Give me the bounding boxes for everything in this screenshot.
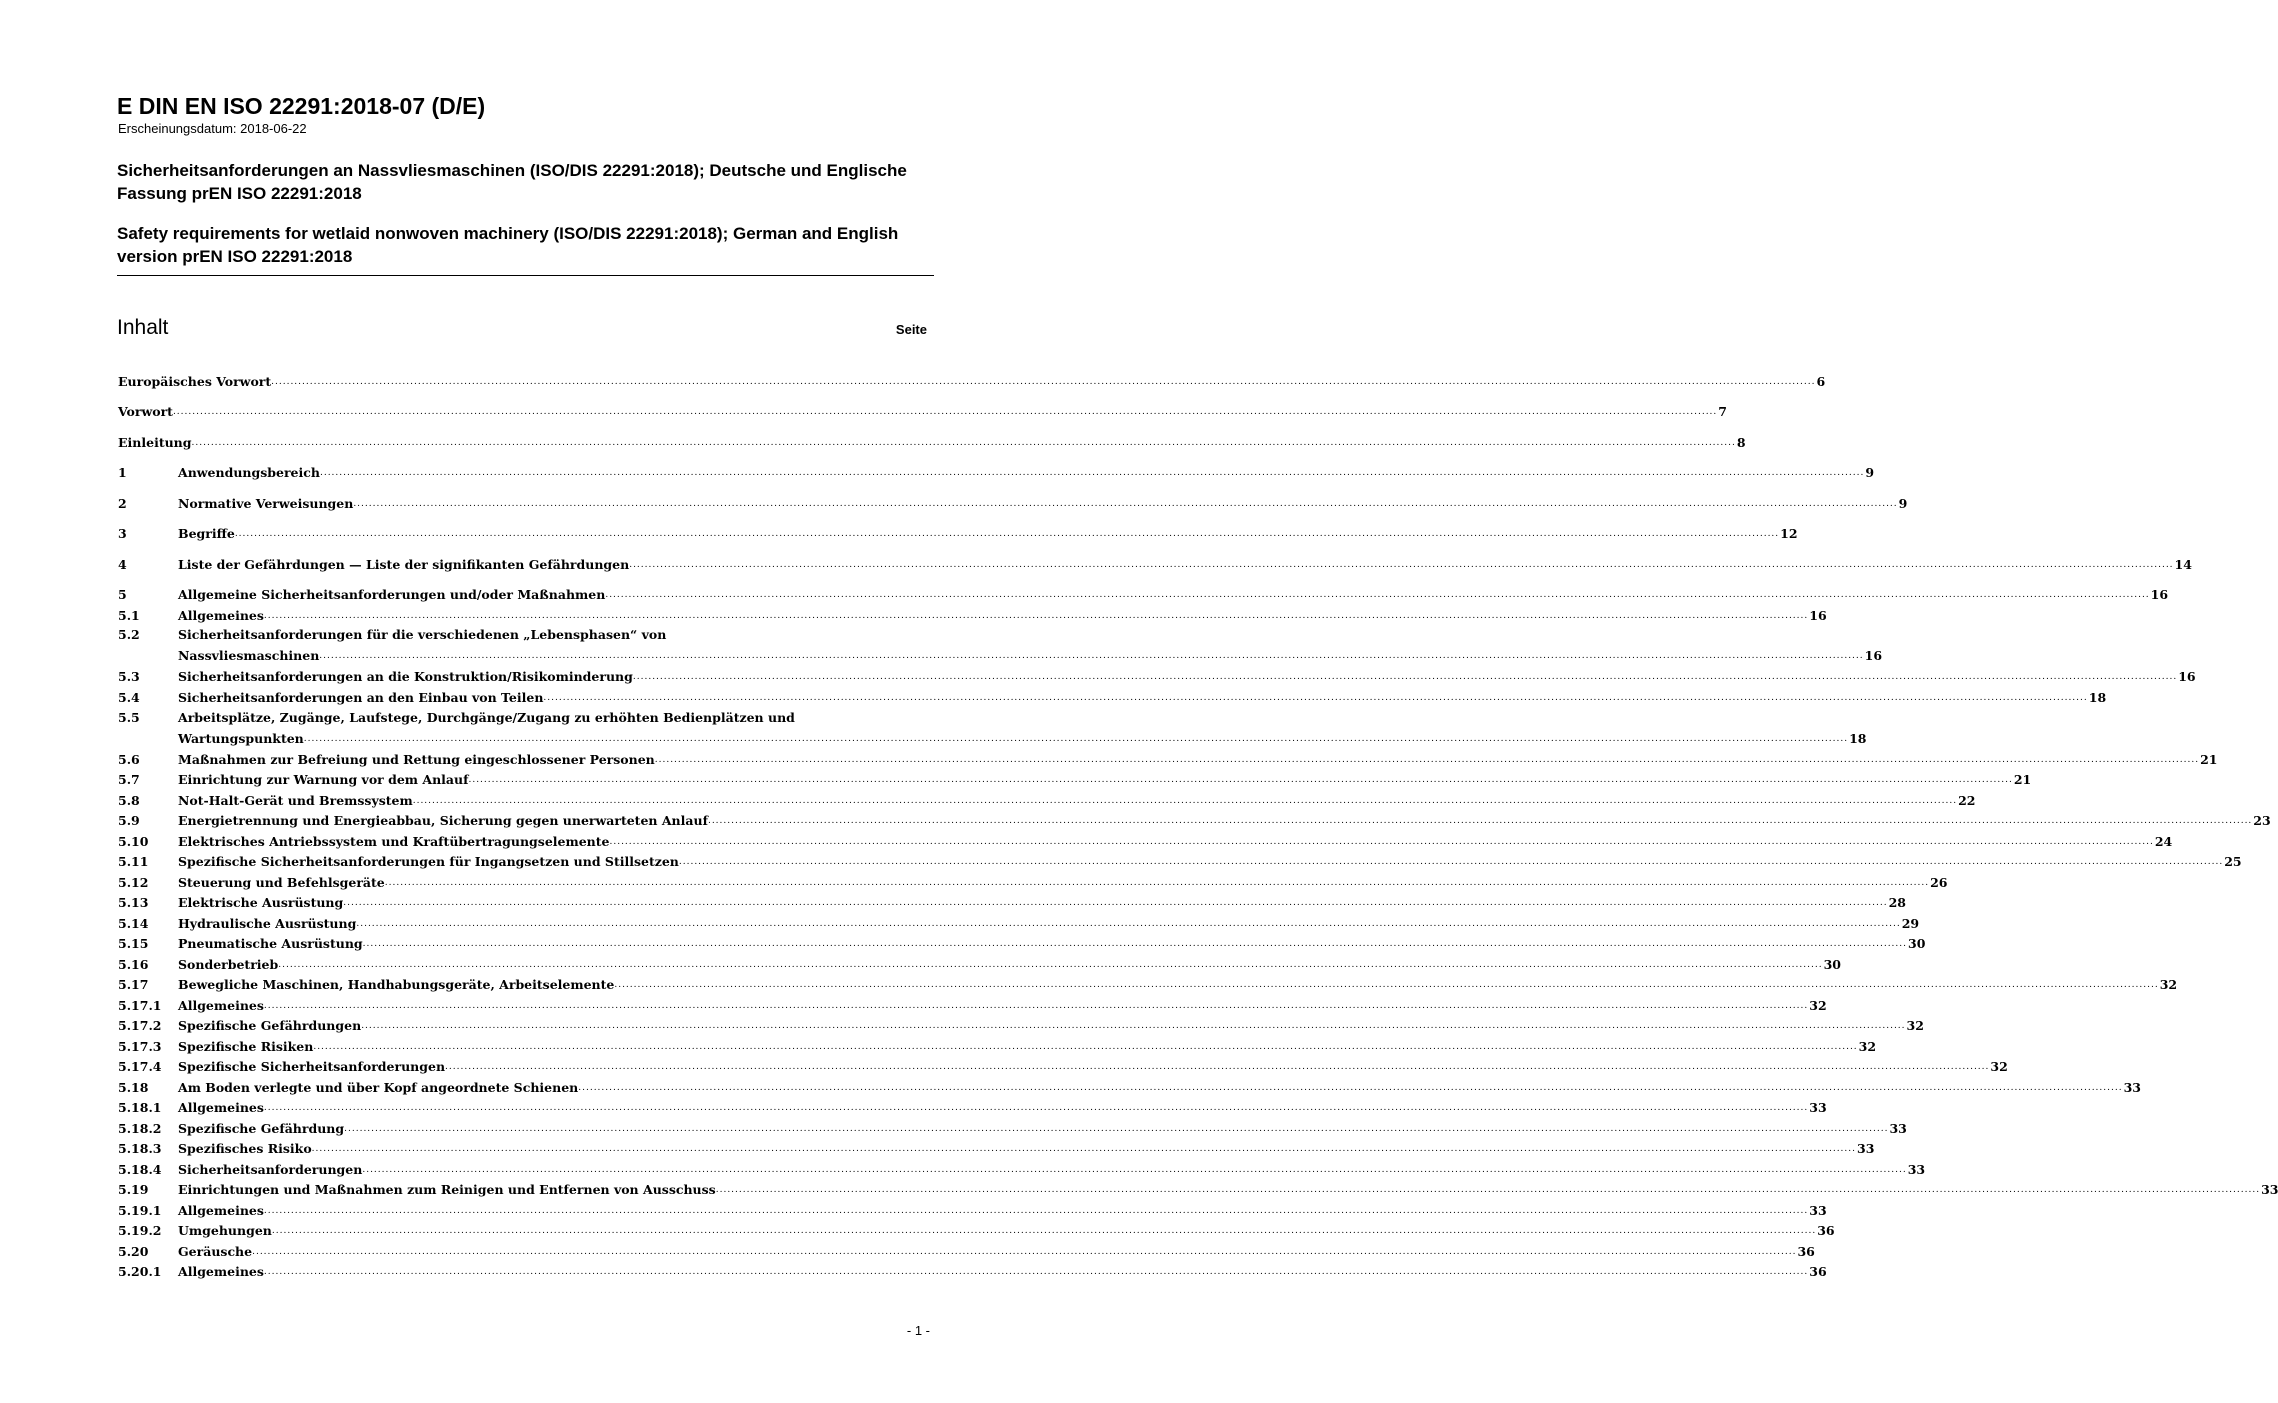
toc-entry-label: Allgemeine Sicherheitsanforderungen und/oder Maßnahmen: [178, 585, 605, 605]
document-header: [117, 92, 934, 268]
toc-entry-label: Hydraulische Ausrüstung: [178, 914, 356, 934]
publication-date: Erscheinungsdatum: 2018-06-22: [118, 121, 307, 136]
toc-entry-label: Not-Halt-Gerät und Bremssystem: [178, 791, 413, 811]
toc-entry-number: 5.19.2: [118, 1223, 162, 1238]
toc-entry-number: 5.16: [118, 957, 149, 972]
toc-entry-label-line1[interactable]: Sicherheitsanforderungen für die verschiedenen „Lebensphasen“ von: [178, 627, 667, 642]
toc-entry-number: 3: [118, 526, 127, 541]
toc-entry[interactable]: [118, 372, 1826, 392]
toc-leader-dots: ................................................................................................................................................................................................................................................................................................................................................................................................................: [384, 878, 1930, 888]
toc-leader-dots: ................................................................................................................................................................................................................................................................................................................................................................................................................: [311, 1144, 1856, 1154]
toc-leader-dots: ................................................................................................................................................................................................................................................................................................................................................................................................................: [271, 1226, 1817, 1236]
toc-entry-page: 33: [1889, 1121, 1907, 1136]
toc-entry-number: 5.20.1: [118, 1264, 162, 1279]
toc-entry[interactable]: [118, 1016, 1924, 1036]
page-number: - 1 -: [906, 1323, 930, 1338]
toc-entry-page: 29: [1901, 916, 1920, 931]
toc-entry[interactable]: [118, 1078, 2141, 1098]
toc-entry[interactable]: [118, 832, 2173, 852]
toc-entry[interactable]: [118, 1057, 2008, 1077]
toc-entry-page: 23: [2253, 813, 2271, 828]
document-id: E DIN EN ISO 22291:2018-07 (D/E): [117, 93, 486, 119]
title-german: Sicherheitsanforderungen an Nassvliesmaschinen (ISO/DIS 22291:2018); Deutsche und Englische Fassung prEN ISO 22291:2018: [117, 161, 907, 203]
toc-entry-label: Umgehungen: [178, 1221, 272, 1241]
toc-entry-page: 33: [1809, 1100, 1827, 1115]
toc-entry-number: 5.18.2: [118, 1121, 162, 1136]
toc-entry-page: 30: [1908, 936, 1926, 951]
toc-entry[interactable]: [118, 667, 2196, 687]
toc-leader-dots: ................................................................................................................................................................................................................................................................................................................................................................................................................: [344, 1124, 1889, 1134]
toc-entry-number: 5.18: [118, 1080, 149, 1095]
toc-entry-label: Einrichtung zur Warnung vor dem Anlauf: [178, 770, 468, 790]
toc-entry[interactable]: [118, 1262, 1827, 1282]
toc-entry-number: 5.5: [118, 710, 140, 725]
toc-entry-label: Sicherheitsanforderungen: [178, 1160, 362, 1180]
toc-leader-dots: ................................................................................................................................................................................................................................................................................................................................................................................................................: [654, 755, 2200, 765]
toc-entry[interactable]: [118, 646, 1883, 666]
toc-entry[interactable]: [118, 996, 1827, 1016]
toc-entry-page: 32: [2159, 977, 2178, 992]
toc-entry-label: Spezifische Gefährdung: [178, 1119, 344, 1139]
toc-leader-dots: ................................................................................................................................................................................................................................................................................................................................................................................................................: [614, 980, 2159, 990]
toc-entry-number: 5.10: [118, 834, 149, 849]
toc-entry-label: Anwendungsbereich: [178, 463, 320, 483]
toc-entry-label: Spezifisches Risiko: [178, 1139, 312, 1159]
toc-leader-dots: ................................................................................................................................................................................................................................................................................................................................................................................................................: [303, 734, 1849, 744]
toc-entry-number: 5.18.1: [118, 1100, 162, 1115]
toc-entry[interactable]: [118, 1180, 2278, 1200]
toc-entry-label: Spezifische Sicherheitsanforderungen: [178, 1057, 445, 1077]
toc-leader-dots: ................................................................................................................................................................................................................................................................................................................................................................................................................: [263, 1206, 1809, 1216]
toc-leader-dots: ................................................................................................................................................................................................................................................................................................................................................................................................................: [629, 560, 2174, 570]
toc-entry[interactable]: [118, 1201, 1827, 1221]
toc-entry-label: Wartungspunkten: [178, 729, 304, 749]
toc-entry-page: 21: [2200, 752, 2218, 767]
toc-entry-page: 33: [2261, 1182, 2278, 1197]
toc-entry-label: Begriffe: [178, 524, 235, 544]
toc-entry[interactable]: [118, 955, 1841, 975]
toc-entry-number: 5.7: [118, 772, 140, 787]
toc-entry-number: 5.4: [118, 690, 140, 705]
toc-leader-dots: ................................................................................................................................................................................................................................................................................................................................................................................................................: [319, 468, 1865, 478]
toc-leader-dots: ................................................................................................................................................................................................................................................................................................................................................................................................................: [543, 693, 2088, 703]
toc-entry-label: Geräusche: [178, 1242, 252, 1262]
toc-entry-page: 18: [2088, 690, 2107, 705]
toc-entry-label: Allgemeines: [178, 606, 264, 626]
toc-entry-number: 2: [118, 496, 127, 511]
toc-leader-dots: ................................................................................................................................................................................................................................................................................................................................................................................................................: [356, 919, 1901, 929]
toc-entry-page: 12: [1780, 526, 1798, 541]
toc-leader-dots: ................................................................................................................................................................................................................................................................................................................................................................................................................: [263, 611, 1809, 621]
toc-entry-number: 5.2: [118, 627, 140, 642]
toc-entry-page: 30: [1823, 957, 1841, 972]
toc-entry[interactable]: [118, 524, 1798, 544]
toc-entry-number: 5.19: [118, 1182, 149, 1197]
toc-entry-label-line1[interactable]: Arbeitsplätze, Zugänge, Laufstege, Durchgänge/Zugang zu erhöhten Bedienplätzen und: [178, 710, 795, 725]
toc-leader-dots: ................................................................................................................................................................................................................................................................................................................................................................................................................: [578, 1083, 2123, 1093]
toc-leader-dots: ................................................................................................................................................................................................................................................................................................................................................................................................................: [362, 1165, 1907, 1175]
toc-entry-label: Am Boden verlegte und über Kopf angeordnete Schienen: [178, 1078, 578, 1098]
toc-leader-dots: ................................................................................................................................................................................................................................................................................................................................................................................................................: [271, 377, 1816, 387]
toc-entry-number: 5: [118, 587, 127, 602]
toc-entry-page: 6: [1816, 374, 1826, 389]
toc-entry-label: Steuerung und Befehlsgeräte: [178, 873, 385, 893]
toc-entry-page: 9: [1898, 496, 1908, 511]
toc-entry[interactable]: [118, 975, 2178, 995]
toc-entry-page: 24: [2154, 834, 2173, 849]
toc-leader-dots: ................................................................................................................................................................................................................................................................................................................................................................................................................: [715, 1185, 2261, 1195]
toc-entry-page: 36: [1797, 1244, 1815, 1259]
toc-leader-dots: ................................................................................................................................................................................................................................................................................................................................................................................................................: [172, 407, 1718, 417]
toc-entry-page: 21: [2013, 772, 2032, 787]
toc-leader-dots: ................................................................................................................................................................................................................................................................................................................................................................................................................: [361, 1021, 1906, 1031]
toc-entry-page: 32: [1809, 998, 1827, 1013]
toc-entry-number: 5.14: [118, 916, 149, 931]
toc-entry[interactable]: [118, 1098, 1827, 1118]
toc-entry-label: Nassvliesmaschinen: [178, 646, 319, 666]
toc-entry-label: Allgemeines: [178, 996, 264, 1016]
toc-leader-dots: ................................................................................................................................................................................................................................................................................................................................................................................................................: [678, 857, 2224, 867]
toc-leader-dots: ................................................................................................................................................................................................................................................................................................................................................................................................................: [263, 1267, 1809, 1277]
toc-entry[interactable]: [118, 934, 1926, 954]
toc-entry-number: 5.11: [118, 854, 149, 869]
toc-entry-number: 5.17.1: [118, 998, 162, 1013]
toc-leader-dots: ................................................................................................................................................................................................................................................................................................................................................................................................................: [362, 939, 1907, 949]
toc-leader-dots: ................................................................................................................................................................................................................................................................................................................................................................................................................: [191, 438, 1736, 448]
toc-entry-page: 36: [1809, 1264, 1827, 1279]
toc-leader-dots: ................................................................................................................................................................................................................................................................................................................................................................................................................: [252, 1247, 1797, 1257]
toc-entry[interactable]: [118, 1242, 1815, 1262]
toc-entry-number: 5.18.3: [118, 1141, 162, 1156]
toc-entry-number: 5.17: [118, 977, 149, 992]
toc-leader-dots: ................................................................................................................................................................................................................................................................................................................................................................................................................: [468, 775, 2013, 785]
toc-entry-page: 18: [1849, 731, 1867, 746]
toc-entry-label: Einleitung: [118, 433, 192, 453]
toc-entry-label: Allgemeines: [178, 1262, 264, 1282]
toc-entry[interactable]: [118, 585, 2169, 605]
toc-entry-number: 5.17.4: [118, 1059, 162, 1074]
toc-entry-page: 16: [1809, 608, 1827, 623]
toc-entry-label: Sicherheitsanforderungen an den Einbau von Teilen: [178, 688, 543, 708]
toc-entry[interactable]: [118, 914, 1920, 934]
header-divider: [117, 275, 934, 276]
toc-leader-dots: ................................................................................................................................................................................................................................................................................................................................................................................................................: [353, 499, 1898, 509]
toc-entry-label: Elektrische Ausrüstung: [178, 893, 343, 913]
toc-entry-number: 5.12: [118, 875, 149, 890]
toc-entry-number: 5.3: [118, 669, 140, 684]
toc-leader-dots: ................................................................................................................................................................................................................................................................................................................................................................................................................: [234, 529, 1780, 539]
toc-entry[interactable]: [118, 433, 1746, 453]
toc-entry-label: Elektrisches Antriebssystem und Kraftübertragungselemente: [178, 832, 609, 852]
toc-leader-dots: ................................................................................................................................................................................................................................................................................................................................................................................................................: [707, 816, 2253, 826]
toc-entry-label: Sicherheitsanforderungen an die Konstruktion/Risikominderung: [178, 667, 633, 687]
toc-entry-page: 16: [2150, 587, 2169, 602]
toc-entry-label: Einrichtungen und Maßnahmen zum Reinigen und Entfernen von Ausschuss: [178, 1180, 716, 1200]
toc-entry-label: Sonderbetrieb: [178, 955, 278, 975]
toc-entry-page: 36: [1817, 1223, 1835, 1238]
toc-entry-number: 5.13: [118, 895, 149, 910]
toc-leader-dots: ................................................................................................................................................................................................................................................................................................................................................................................................................: [263, 1103, 1809, 1113]
toc-entry-number: 1: [118, 465, 127, 480]
toc-leader-dots: ................................................................................................................................................................................................................................................................................................................................................................................................................: [313, 1042, 1858, 1052]
toc-entry-label: Allgemeines: [178, 1098, 264, 1118]
toc-entry-label: Vorwort: [118, 402, 173, 422]
toc-entry-page: 33: [1907, 1162, 1926, 1177]
contents-heading: [117, 314, 927, 342]
toc-entry-number: 5.17.3: [118, 1039, 162, 1054]
toc-entry[interactable]: [118, 750, 2218, 770]
toc-leader-dots: ................................................................................................................................................................................................................................................................................................................................................................................................................: [343, 898, 1888, 908]
toc-entry-page: 7: [1718, 404, 1727, 419]
toc-leader-dots: ................................................................................................................................................................................................................................................................................................................................................................................................................: [278, 960, 1823, 970]
toc-leader-dots: ................................................................................................................................................................................................................................................................................................................................................................................................................: [412, 796, 1958, 806]
toc-entry-label: Bewegliche Maschinen, Handhabungsgeräte, Arbeitselemente: [178, 975, 614, 995]
toc-entry[interactable]: [118, 688, 2107, 708]
toc-entry-page: 22: [1958, 793, 1976, 808]
toc-entry[interactable]: [118, 873, 1948, 893]
toc-entry[interactable]: [118, 402, 1727, 422]
toc-entry-page: 33: [1857, 1141, 1875, 1156]
toc-entry[interactable]: [118, 729, 1867, 749]
toc-leader-dots: ................................................................................................................................................................................................................................................................................................................................................................................................................: [609, 837, 2154, 847]
toc-entry-page: 16: [1864, 648, 1883, 663]
toc-entry-page: 28: [1888, 895, 1907, 910]
toc-entry-label: Spezifische Gefährdungen: [178, 1016, 361, 1036]
toc-entry-label: Maßnahmen zur Befreiung und Rettung eingeschlossener Personen: [178, 750, 655, 770]
toc-entry-number: 5.8: [118, 793, 140, 808]
toc-leader-dots: ................................................................................................................................................................................................................................................................................................................................................................................................................: [445, 1062, 1990, 1072]
toc-entry-page: 14: [2174, 557, 2192, 572]
toc-entry-page: 33: [2123, 1080, 2141, 1095]
toc-entry-page: 32: [1906, 1018, 1924, 1033]
toc-entry-number: 5.17.2: [118, 1018, 162, 1033]
toc-entry-label: Spezifische Risiken: [178, 1037, 313, 1057]
toc-entry[interactable]: [118, 770, 2032, 790]
toc-entry[interactable]: [118, 893, 1907, 913]
toc-entry[interactable]: [118, 606, 1827, 626]
toc-entry-page: 8: [1736, 435, 1746, 450]
toc-entry[interactable]: [118, 811, 2271, 831]
toc-entry-page: 25: [2224, 854, 2242, 869]
toc-entry[interactable]: [118, 463, 1875, 483]
toc-entry-label: Europäisches Vorwort: [118, 372, 271, 392]
toc-entry[interactable]: [118, 791, 1976, 811]
contents-title: Inhalt: [117, 316, 169, 339]
toc-entry-label: Spezifische Sicherheitsanforderungen für Ingangsetzen und Stillsetzen: [178, 852, 679, 872]
toc-entry-number: 5.15: [118, 936, 149, 951]
toc-entry-page: 9: [1865, 465, 1875, 480]
toc-entry-page: 32: [1990, 1059, 2008, 1074]
toc-entry-page: 32: [1858, 1039, 1877, 1054]
toc-leader-dots: ................................................................................................................................................................................................................................................................................................................................................................................................................: [319, 651, 1864, 661]
toc-entry[interactable]: [118, 1221, 1835, 1241]
toc-entry[interactable]: [118, 555, 2192, 575]
contents-page-label: Seite: [895, 322, 927, 337]
toc-entry-label: Liste der Gefährdungen — Liste der signifikanten Gefährdungen: [178, 555, 629, 575]
toc-entry-label: Allgemeines: [178, 1201, 264, 1221]
toc-entry-label: Energietrennung und Energieabbau, Sicherung gegen unerwarteten Anlauf: [178, 811, 708, 831]
toc-entry-page: 33: [1809, 1203, 1827, 1218]
toc-entry-page: 26: [1930, 875, 1948, 890]
toc-entry[interactable]: [118, 1119, 1907, 1139]
title-english: Safety requirements for wetlaid nonwoven machinery (ISO/DIS 22291:2018); German and English version prEN ISO 22291:2018: [117, 224, 899, 266]
toc-entry[interactable]: [118, 1139, 1875, 1159]
toc-entry-label: Pneumatische Ausrüstung: [178, 934, 363, 954]
toc-entry-number: 5.18.4: [118, 1162, 162, 1177]
toc-entry[interactable]: [118, 1160, 1926, 1180]
toc-entry-number: 5.9: [118, 813, 140, 828]
toc-entry-label: Normative Verweisungen: [178, 494, 353, 514]
toc-entry-number: 5.19.1: [118, 1203, 162, 1218]
toc-entry[interactable]: [118, 1037, 1877, 1057]
toc-leader-dots: ................................................................................................................................................................................................................................................................................................................................................................................................................: [605, 590, 2150, 600]
toc-entry-number: 4: [118, 557, 127, 572]
toc-leader-dots: ................................................................................................................................................................................................................................................................................................................................................................................................................: [632, 672, 2178, 682]
toc-entry-number: 5.20: [118, 1244, 149, 1259]
toc-leader-dots: ................................................................................................................................................................................................................................................................................................................................................................................................................: [263, 1001, 1809, 1011]
toc-entry-number: 5.1: [118, 608, 140, 623]
toc-entry-number: 5.6: [118, 752, 140, 767]
toc-entry-page: 16: [2178, 669, 2196, 684]
toc-entry[interactable]: [118, 494, 1908, 514]
toc-entry[interactable]: [118, 852, 2242, 872]
